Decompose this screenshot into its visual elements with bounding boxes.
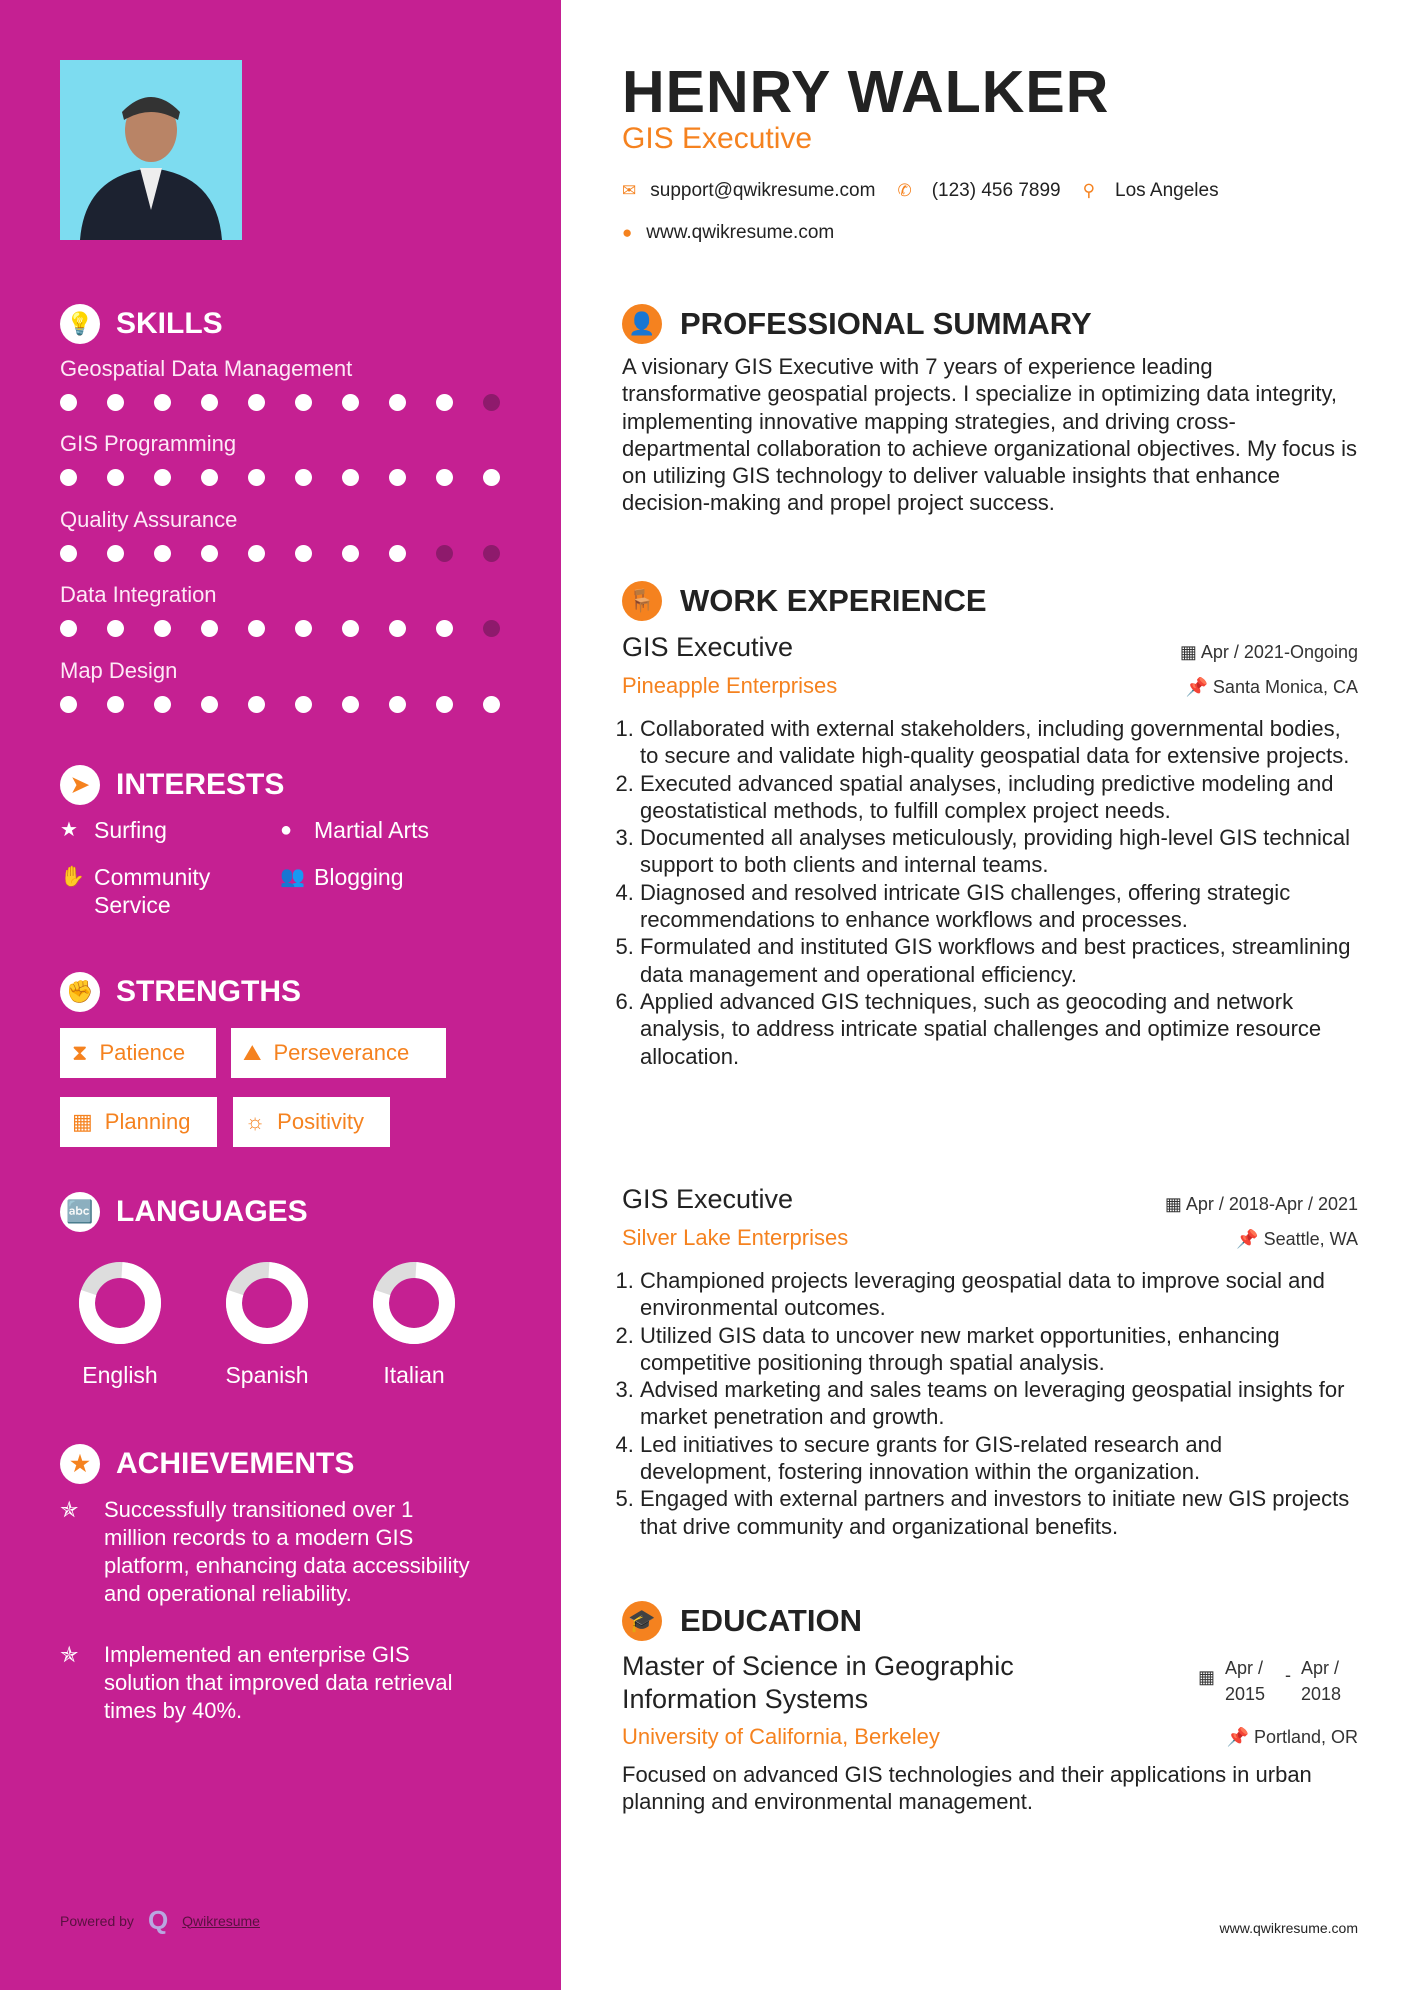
sidebar [0, 0, 561, 1990]
rating-dot [483, 545, 500, 562]
rating-dot [60, 394, 77, 411]
paper-plane-icon: ➤ [60, 765, 100, 805]
rating-dot [483, 469, 500, 486]
summary-heading: 👤 PROFESSIONAL SUMMARY [622, 304, 1092, 344]
qwikresume-link[interactable]: Qwikresume [182, 1912, 260, 1929]
rating-dot [107, 620, 124, 637]
job-duties [614, 715, 1360, 1070]
rating-dot [436, 620, 453, 637]
rating-dot [248, 545, 265, 562]
education-text: Focused on advanced GIS technologies and their applications in urban planning and environmental management. [622, 1762, 1312, 1815]
rating-dot [295, 394, 312, 411]
duty-item: 4. Diagnosed and resolved intricate GIS challenges, offering strategic recommendations to enhance workflows and processes. [640, 879, 1360, 934]
website-row [622, 222, 834, 244]
job-location: 📌 Seattle, WA [1236, 1229, 1358, 1249]
education-location: 📌 Portland, OR [1226, 1727, 1358, 1747]
rating-dot [107, 394, 124, 411]
rating-dot [342, 696, 359, 713]
rating-dot [248, 394, 265, 411]
rating-dot [342, 620, 359, 637]
skill-rating [60, 545, 500, 562]
summary-text: A visionary GIS Executive with 7 years of experience leading transformative geospatial projects. I specialize in optimizing data integrity, implementing innovative mapping strategies, and driving cross-departmental collaboration to achieve organizational objectives. My focus is on utilizing GIS technology to deliver valuable insights that enhance decision-making and propel project success. [622, 354, 1357, 516]
strength-badge: ☼ Positivity [233, 1097, 390, 1147]
achievement-item: ✯ Implemented an enterprise GIS solution that improved data retrieval times by 40%. [60, 1642, 453, 1723]
shooting-star-icon: ✯ [60, 1642, 79, 1667]
rating-dot [248, 696, 265, 713]
globe-icon: ● [622, 223, 633, 242]
rating-dot [201, 545, 218, 562]
duty-item: 5. Formulated and instituted GIS workflows and best practices, streamlining data management and operational efficiency. [640, 933, 1360, 988]
sun-icon: ☼ [245, 1109, 266, 1134]
education-dates: ▦ Apr / 2015 - Apr / 2018 [1198, 1655, 1351, 1707]
skill-name: Geospatial Data Management [60, 356, 353, 381]
skill-name: GIS Programming [60, 431, 237, 456]
email-link[interactable]: support@qwikresume.com [650, 180, 876, 201]
rating-dot [154, 469, 171, 486]
rating-dot [483, 394, 500, 411]
chair-icon: 🪑 [622, 581, 662, 621]
rating-dot [201, 469, 218, 486]
envelope-icon: ✉ [622, 181, 637, 200]
interest-item: ● Martial Arts [280, 817, 430, 843]
pin-icon: 📌 [1185, 677, 1213, 697]
rating-dot [295, 620, 312, 637]
company: Silver Lake Enterprises [622, 1225, 849, 1250]
rating-dot [107, 469, 124, 486]
skill-name: Map Design [60, 658, 178, 683]
job-location: 📌 Santa Monica, CA [1185, 677, 1358, 697]
phone-icon: ✆ [897, 181, 912, 200]
language-donut [222, 1258, 312, 1353]
skill-rating [60, 469, 500, 486]
education-heading: 🎓 EDUCATION [622, 1601, 862, 1641]
shooting-star-icon: ✯ [60, 1497, 79, 1522]
interest-item: ✋ Community Service [60, 864, 211, 918]
rating-dot [436, 696, 453, 713]
rating-dot [107, 545, 124, 562]
duty-item: 4. Led initiatives to secure grants for GIS-related research and development, fostering innovation within the organization. [640, 1431, 1360, 1486]
star-icon: ★ [60, 819, 78, 841]
star-badge-icon: ★ [60, 1444, 100, 1484]
skill-name: Data Integration [60, 582, 217, 607]
translate-icon: 🔤 [60, 1192, 100, 1232]
skill-name: Quality Assurance [60, 507, 238, 532]
rating-dot [389, 620, 406, 637]
skill-rating [60, 394, 500, 411]
calendar-icon: ▦ [72, 1109, 93, 1134]
user-icon: 👤 [622, 304, 662, 344]
pin-icon: 📌 [1236, 1229, 1264, 1249]
language-name: English [82, 1362, 158, 1388]
rating-dot [154, 545, 171, 562]
rating-dot [60, 696, 77, 713]
achievements-heading: ★ ACHIEVEMENTS [60, 1444, 354, 1484]
rating-dot [107, 696, 124, 713]
rating-dot [201, 620, 218, 637]
duty-item: 1. Collaborated with external stakeholders, including governmental bodies, to secure and validate high-quality geospatial data for extensive projects. [640, 715, 1360, 770]
rating-dot [342, 545, 359, 562]
language-donut [369, 1258, 459, 1353]
language-donut [75, 1258, 165, 1353]
duty-item: 5. Engaged with external partners and investors to initiate new GIS projects that drive community and organizational benefits. [640, 1485, 1360, 1540]
degree: Master of Science in Geographic Information Systems [622, 1651, 1014, 1714]
job-title: GIS Executive [622, 122, 813, 155]
rating-dot [154, 620, 171, 637]
rating-dot [295, 469, 312, 486]
qwikresume-logo-icon: Q [147, 1905, 169, 1935]
duty-item: 3. Advised marketing and sales teams on leveraging geospatial insights for market penetration and growth. [640, 1376, 1360, 1431]
contact-row [622, 180, 1219, 202]
powered-by: Powered by Q Qwikresume [60, 1905, 260, 1935]
rating-dot [295, 545, 312, 562]
rating-dot [483, 620, 500, 637]
strengths-heading: ✊ STRENGTHS [60, 972, 301, 1012]
rating-dot [154, 696, 171, 713]
skill-rating [60, 620, 500, 637]
job-duties [614, 1267, 1360, 1540]
rating-dot [389, 469, 406, 486]
rating-dot [201, 394, 218, 411]
rating-dot [342, 394, 359, 411]
candidate-name: HENRY WALKER [622, 59, 1110, 125]
school: University of California, Berkeley [622, 1724, 940, 1749]
duty-item: 6. Applied advanced GIS techniques, such as geocoding and network analysis, to address intricate spatial challenges and optimize resource allocation. [640, 988, 1360, 1070]
pin-icon: 📌 [1226, 1727, 1254, 1747]
rating-dot [483, 696, 500, 713]
rating-dot [248, 469, 265, 486]
calendar-icon: ▦ [1164, 1194, 1186, 1214]
duty-item: 2. Executed advanced spatial analyses, including predictive modeling and geostatistical methods, to fulfill complex project needs. [640, 770, 1360, 825]
rating-dot [389, 545, 406, 562]
rating-dot [248, 620, 265, 637]
language-name: Spanish [225, 1362, 309, 1388]
fist-icon: ✊ [60, 972, 100, 1012]
rating-dot [295, 696, 312, 713]
language-name: Italian [383, 1362, 445, 1388]
globe-icon: ● [280, 819, 293, 841]
duty-item: 3. Documented all analyses meticulously, providing high-level GIS technical support to both clients and internal teams. [640, 824, 1360, 879]
rating-dot [389, 696, 406, 713]
phone-text: (123) 456 7899 [931, 180, 1061, 201]
work-heading: 🪑 WORK EXPERIENCE [622, 581, 987, 621]
location-text: Los Angeles [1115, 180, 1219, 201]
rating-dot [60, 545, 77, 562]
interests-heading: ➤ INTERESTS [60, 765, 284, 805]
rating-dot [389, 394, 406, 411]
duty-item: 2. Utilized GIS data to uncover new market opportunities, enhancing competitive positioning through spatial analysis. [640, 1322, 1360, 1377]
map-marker-icon: ⚲ [1082, 181, 1096, 200]
rating-dot [60, 469, 77, 486]
rating-dot [201, 696, 218, 713]
skill-rating [60, 696, 500, 713]
company: Pineapple Enterprises [622, 673, 838, 698]
job-role: GIS Executive [622, 632, 794, 662]
strength-badge: ▦ Planning [60, 1097, 217, 1147]
rating-dot [436, 545, 453, 562]
duty-item: 1. Championed projects leveraging geospatial data to improve social and environmental outcomes. [640, 1267, 1360, 1322]
footer-url[interactable]: www.qwikresume.com [1219, 1920, 1358, 1936]
hourglass-icon: ⧗ [72, 1040, 88, 1065]
profile-photo [60, 60, 242, 240]
strength-badge: ⛰ Perseverance [231, 1028, 446, 1078]
rating-dot [60, 620, 77, 637]
languages-heading: 🔤 LANGUAGES [60, 1192, 308, 1232]
rating-dot [436, 394, 453, 411]
users-icon: 👥 [280, 866, 305, 888]
hand-icon: ✋ [60, 866, 85, 888]
rating-dot [436, 469, 453, 486]
job-role: GIS Executive [622, 1184, 794, 1214]
job-dates: ▦ Apr / 2021-Ongoing [1179, 642, 1358, 662]
lightbulb-icon: 💡 [60, 304, 100, 344]
rating-dot [342, 469, 359, 486]
interest-item: ★ Surfing [60, 817, 167, 843]
interest-item: 👥 Blogging [280, 864, 404, 890]
calendar-icon: ▦ [1198, 1667, 1216, 1687]
achievement-item: ✯ Successfully transitioned over 1 million records to a modern GIS platform, enhancing data accessibility and operational reliability. [60, 1497, 470, 1606]
rating-dot [154, 394, 171, 411]
job-dates: ▦ Apr / 2018-Apr / 2021 [1164, 1194, 1358, 1214]
calendar-icon: ▦ [1179, 642, 1201, 662]
skills-heading: 💡 SKILLS [60, 304, 223, 344]
graduate-icon: 🎓 [622, 1601, 662, 1641]
strength-badge: ⧗ Patience [60, 1028, 216, 1078]
website-link[interactable]: www.qwikresume.com [646, 222, 835, 243]
road-icon: ⛰ [243, 1040, 262, 1065]
